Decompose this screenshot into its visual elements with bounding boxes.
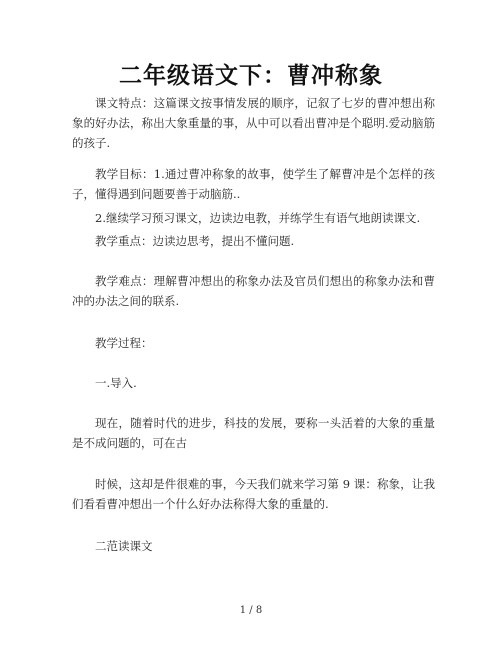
paragraph-section-2: 二范读课文 <box>95 539 153 553</box>
paragraph-key-points: 教学重点：边读边思考，提出不懂问题. <box>95 234 295 248</box>
paragraph-objective-2: 2.继续学习预习课文，边读边电教，并练学生有语气地朗读课文. <box>95 211 421 225</box>
paragraph-difficulties: 教学难点：理解曹冲想出的称象办法及官员们想出的称象办法和曹冲的办法之间的联系. <box>72 274 435 308</box>
page-number: 1 / 8 <box>239 605 263 616</box>
paragraph-section-1: 一.导入. <box>95 376 137 390</box>
paragraph-objectives: 教学目标：1.通过曹冲称象的故事，使学生了解曹冲是个怎样的孩子，懂得遇到问题要善于动脑筋.. <box>72 167 435 201</box>
paragraph-features: 课文特点：这篇课文按事情发展的顺序，记叙了七岁的曹冲想出称象的好办法，称出大象重量的事，从中可以看出曹冲是个聪明.爱动脑筋的孩子. <box>72 96 435 150</box>
paragraph-intro-1: 现在，随着时代的进步，科技的发展，要称一头活着的大象的重量是不成问题的，可在古 <box>72 416 435 450</box>
paragraph-intro-2: 时候，这却是件很难的事，今天我们就来学习第 9 课：称象，让我们看看曹冲想出一个什么好办法称得大象的重量的. <box>72 477 435 511</box>
paragraph-process: 教学过程： <box>95 336 153 350</box>
document-title: 二年级语文下：曹冲称象 <box>119 63 383 89</box>
